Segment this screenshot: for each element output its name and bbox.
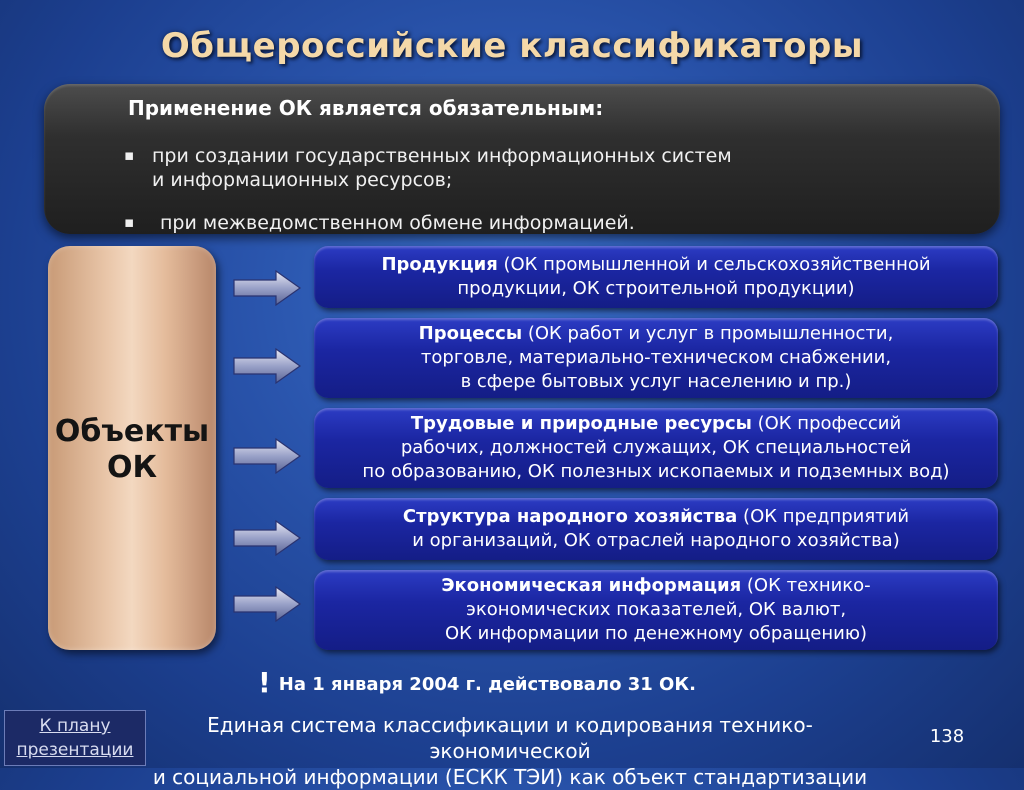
category-title: Экономическая информация <box>441 575 742 596</box>
category-products <box>314 246 998 308</box>
objects-panel <box>48 246 216 650</box>
arrow-right-icon <box>232 584 302 624</box>
note-text: На 1 января 2004 г. действовало 31 ОК. <box>278 674 696 695</box>
category-text: торговле, материально-техническом снабжении, <box>420 347 892 368</box>
category-economy-structure <box>314 498 998 560</box>
footer-caption-line2: и социальной информации (ЕСКК ТЭИ) как объект стандартизации <box>152 765 868 789</box>
category-economic-info <box>314 570 998 650</box>
arrow-right-icon <box>232 436 302 476</box>
category-text: и организаций, ОК отраслей народного хозяйства) <box>412 530 900 551</box>
category-title: Продукция <box>381 254 498 275</box>
category-title: Структура народного хозяйства <box>402 506 738 527</box>
objects-label-line1: Объекты <box>54 414 210 449</box>
page-number: 138 <box>929 726 965 747</box>
category-text: по образованию, ОК полезных ископаемых и подземных вод) <box>362 461 950 482</box>
category-processes <box>314 318 998 398</box>
intro-panel <box>44 84 1000 234</box>
category-text: (ОК технико- <box>741 575 871 596</box>
objects-label-line2: ОК <box>106 450 158 485</box>
category-text: (ОК промышленной и сельскохозяйственной <box>497 254 931 275</box>
bullet-icon: ▪ <box>124 146 135 164</box>
category-text: продукции, ОК строительной продукции) <box>457 278 855 299</box>
back-to-plan-link[interactable] <box>4 710 146 766</box>
category-text: (ОК предприятий <box>737 506 910 527</box>
intro-bullet-2-line1: при межведомственном обмене информацией. <box>160 212 635 234</box>
arrow-right-icon <box>232 518 302 558</box>
slide-title: Общероссийские классификаторы <box>160 26 864 66</box>
bullet-icon: ▪ <box>124 213 135 231</box>
footer-caption <box>150 712 870 790</box>
category-text: (ОК работ и услуг в промышленности, <box>522 323 894 344</box>
note <box>258 666 696 699</box>
back-link-line1[interactable]: К плану <box>39 716 111 736</box>
footer-caption-line1: Единая система классификации и кодирования технико-экономической <box>207 713 813 763</box>
back-link-line2[interactable]: презентации <box>16 740 134 760</box>
arrow-right-icon <box>232 268 302 308</box>
category-text: в сфере бытовых услуг населению и пр.) <box>460 371 852 392</box>
intro-bullet-1-line2: и информационных ресурсов; <box>152 169 453 191</box>
category-title: Процессы <box>418 323 523 344</box>
category-title: Трудовые и природные ресурсы <box>410 413 752 434</box>
category-text: рабочих, должностей служащих, ОК специальностей <box>400 437 912 458</box>
intro-heading: Применение ОК является обязательным: <box>128 96 604 120</box>
intro-bullet-1-line1: при создании государственных информационных систем <box>152 145 732 167</box>
arrow-right-icon <box>232 346 302 386</box>
exclamation-icon: ! <box>258 666 271 699</box>
category-text: (ОК профессий <box>751 413 902 434</box>
objects-label <box>48 414 216 486</box>
category-text: экономических показателей, ОК валют, <box>465 599 847 620</box>
category-resources <box>314 408 998 488</box>
category-text: ОК информации по денежному обращению) <box>445 623 867 644</box>
